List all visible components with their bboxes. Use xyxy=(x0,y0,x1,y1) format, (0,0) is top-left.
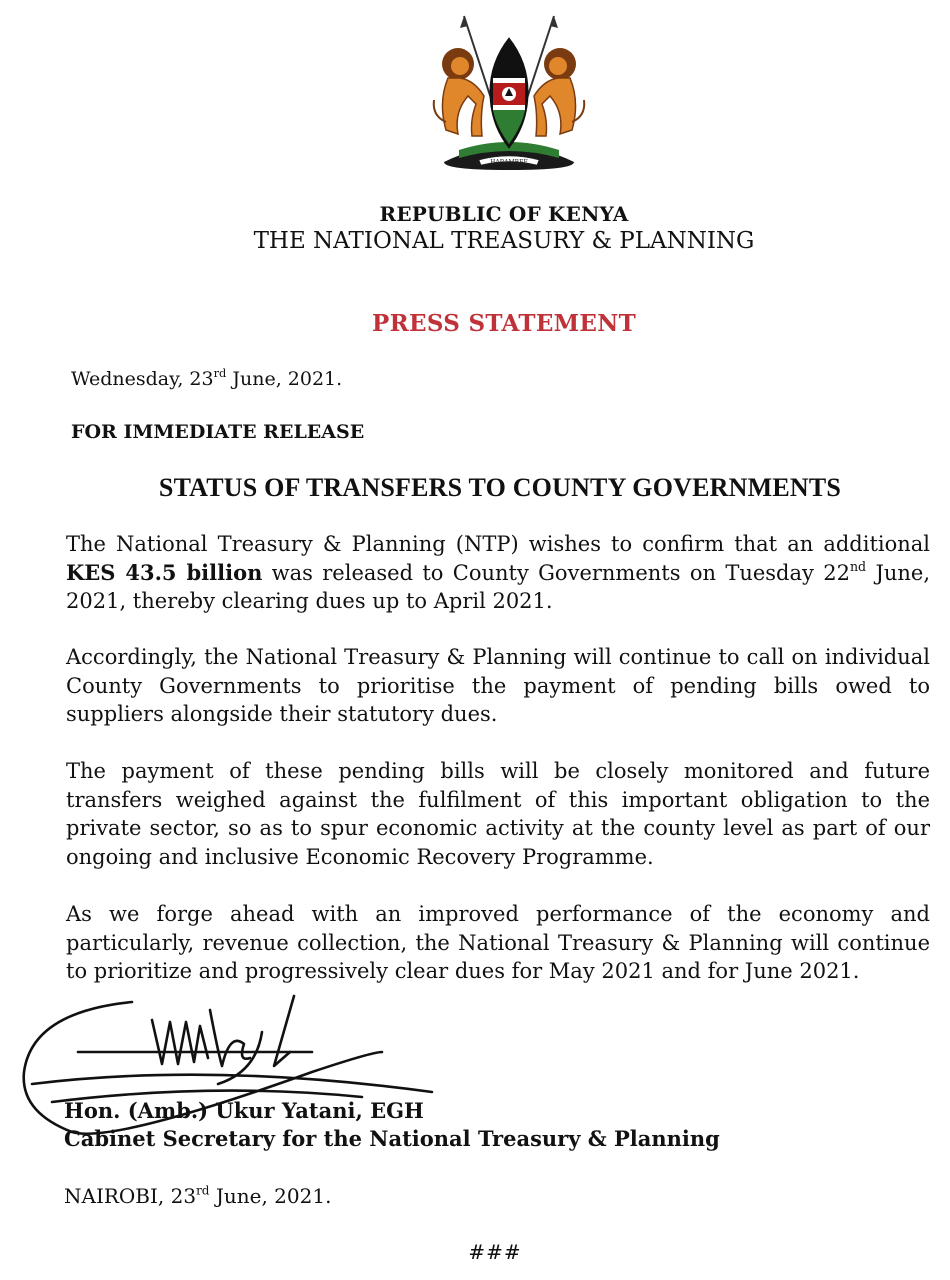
signatory-title: Cabinet Secretary for the National Treasury & Planning xyxy=(64,1126,720,1151)
place-and-date: NAIROBI, 23rd June, 2021. xyxy=(64,1183,332,1208)
statement-date: Wednesday, 23rd June, 2021. xyxy=(71,366,343,390)
release-note: FOR IMMEDIATE RELEASE xyxy=(71,421,365,443)
signatory-name: Hon. (Amb.) Ukur Yatani, EGH xyxy=(64,1098,424,1123)
svg-text:HARAMBEE: HARAMBEE xyxy=(490,159,528,166)
paragraph-4: As we forge ahead with an improved performance of the economy and particularly, revenue collection, the National Treasury & Planning will continue to prioritize and progressively clear dues for May 2021 and for June 2021. xyxy=(66,902,930,984)
end-mark: ### xyxy=(468,1240,522,1264)
press-statement-title: PRESS STATEMENT xyxy=(372,310,636,337)
republic-heading: REPUBLIC OF KENYA xyxy=(379,202,629,226)
statement-subject: STATUS OF TRANSFERS TO COUNTY GOVERNMENTS xyxy=(158,473,842,502)
paragraph-3: The payment of these pending bills will be closely monitored and future transfers weighed against the fulfilment of this important obligation to the private sector, so as to spur economic activity at the county level as part of our ongoing and inclusive Economic Recovery Programme. xyxy=(66,759,930,869)
paragraph-2: Accordingly, the National Treasury & Planning will continue to call on individual County Governments to prioritise the payment of pending bills owed to suppliers alongside their statutory dues. xyxy=(66,645,930,727)
ministry-heading: THE NATIONAL TREASURY & PLANNING xyxy=(253,228,755,254)
paragraph-1: The National Treasury & Planning (NTP) wishes to confirm that an additional KES 43.5 billion was released to County Governments on Tuesday 22nd June, 2021, thereby clearing dues up to April 2021. xyxy=(66,532,931,614)
kenya-coat-of-arms-icon xyxy=(424,12,594,172)
amount-highlight: KES 43.5 billion xyxy=(66,559,263,585)
